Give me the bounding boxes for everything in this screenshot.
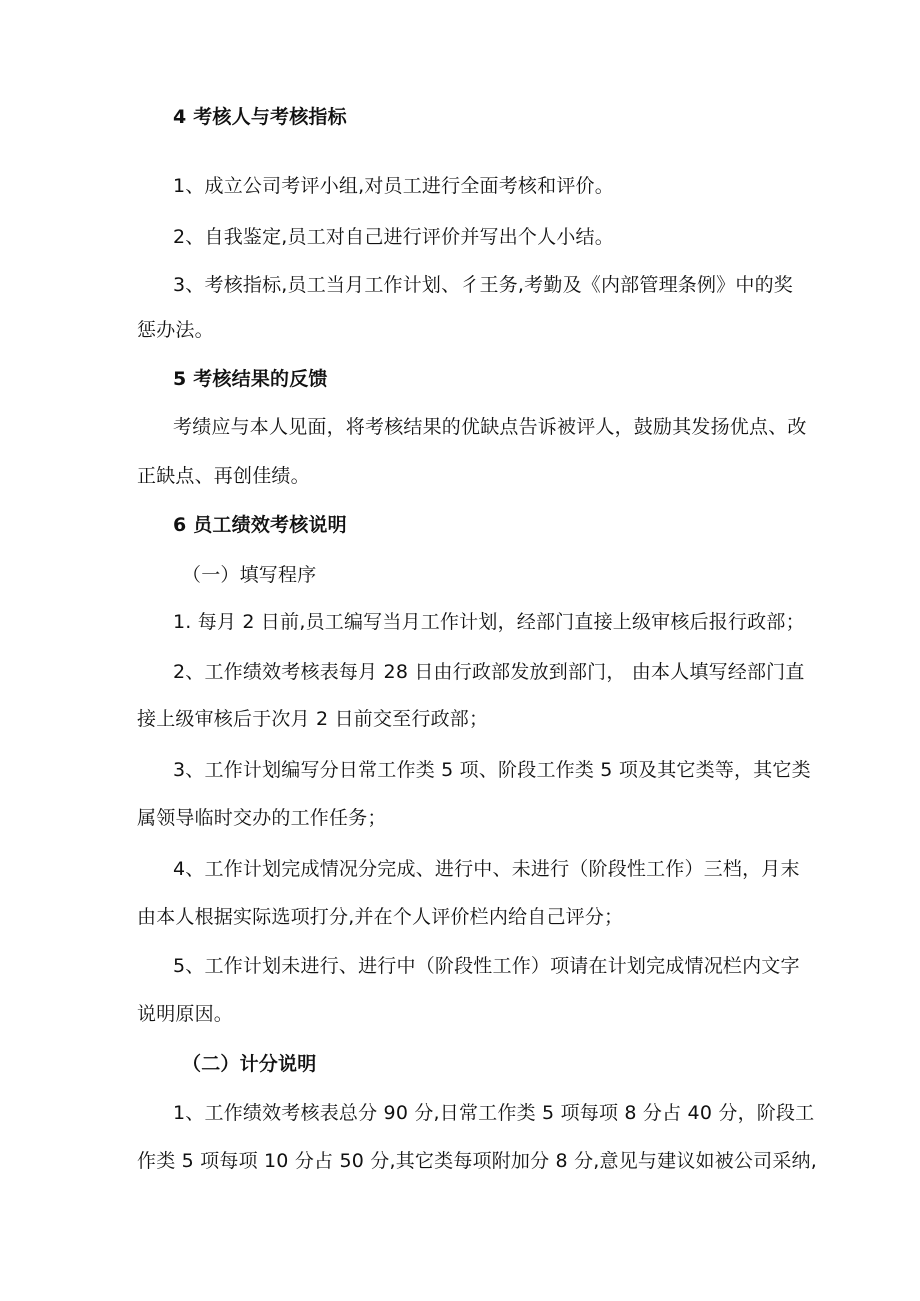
section-heading-5: 5 考核结果的反馈 xyxy=(173,368,328,390)
subsection-heading: （二）计分说明 xyxy=(182,1053,317,1075)
section-heading-6: 6 员工绩效考核说明 xyxy=(173,514,347,536)
subsection-heading: （一）填写程序 xyxy=(182,564,317,586)
paragraph-line: 作类 5 项每项 10 分占 50 分,其它类每项附加分 8 分,意见与建议如被公司采纳, xyxy=(137,1150,817,1172)
paragraph-line: 3、考核指标,员工当月工作计划、彳王务,考勤及《内部管理条例》中的奖 xyxy=(173,274,793,296)
paragraph-line: 2、自我鉴定,员工对自己进行评价并写出个人小结。 xyxy=(173,226,614,248)
paragraph-line: 说明原因。 xyxy=(137,1003,234,1025)
paragraph-line: 属领导临时交办的工作任务； xyxy=(137,807,387,829)
paragraph-line: 接上级审核后于次月 2 日前交至行政部； xyxy=(137,708,489,730)
paragraph-line: 4、工作计划完成情况分完成、进行中、未进行（阶段性工作）三档，月末 xyxy=(173,858,800,880)
paragraph-line: 1、成立公司考评小组,对员工进行全面考核和评价。 xyxy=(173,175,614,197)
paragraph-line: 1. 每月 2 日前,员工编写当月工作计划，经部门直接上级审核后报行政部； xyxy=(173,611,805,633)
paragraph-line: 2、工作绩效考核表每月 28 日由行政部发放到部门， 由本人填写经部门直 xyxy=(173,661,805,683)
section-heading-4: 4 考核人与考核指标 xyxy=(173,106,347,128)
paragraph-line: 5、工作计划未进行、进行中（阶段性工作）项请在计划完成情况栏内文字 xyxy=(173,955,800,977)
paragraph-line: 惩办法。 xyxy=(137,319,214,341)
paragraph-line: 考绩应与本人见面，将考核结果的优缺点告诉被评人，鼓励其发扬优点、改 xyxy=(173,416,807,438)
paragraph-line: 3、工作计划编写分日常工作类 5 项、阶段工作类 5 项及其它类等，其它类 xyxy=(173,759,811,781)
paragraph-line: 1、工作绩效考核表总分 90 分,日常工作类 5 项每项 8 分占 40 分，阶段工 xyxy=(173,1102,815,1124)
paragraph-line: 由本人根据实际选项打分,并在个人评价栏内给自己评分； xyxy=(137,906,624,928)
paragraph-line: 正缺点、再创佳绩。 xyxy=(137,465,310,487)
